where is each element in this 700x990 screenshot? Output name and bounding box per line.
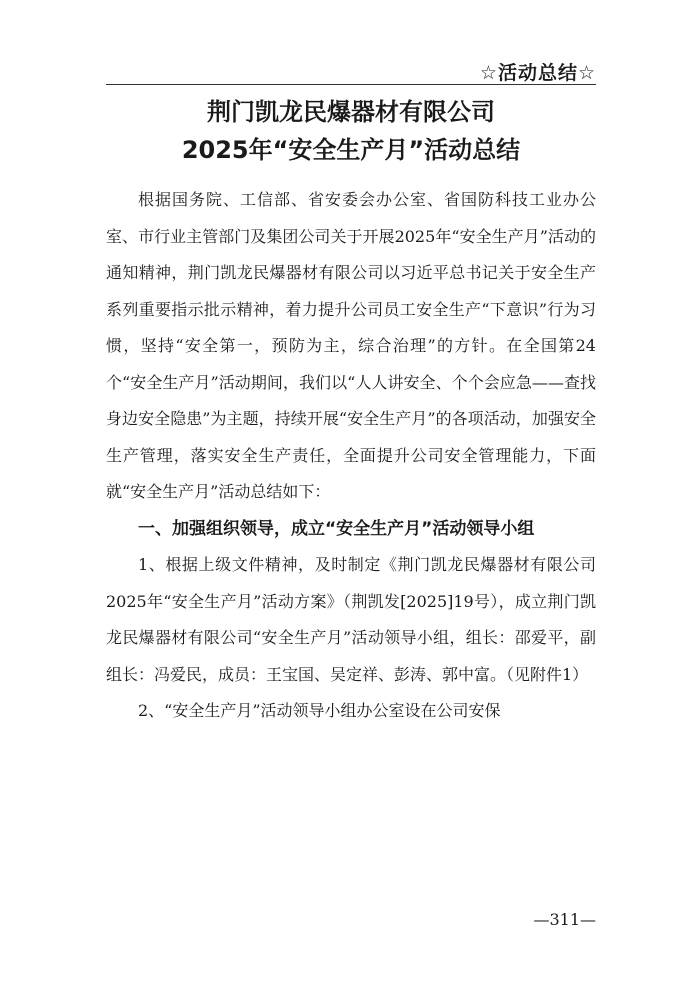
document-title-subject: 2025年“安全生产月”活动总结: [181, 136, 521, 164]
intro-paragraph: 根据国务院、工信部、省安委会办公室、省国防科技工业办公室、市行业主管部门及集团公司关于开展2025年“安全生产月”活动的通知精神，荆门凯龙民爆器材有限公司以习近平总书记关于安全生产系列重要指示批示精神，着力提升公司员工安全生产“下意识”行为习惯，坚持“安全第一，预防为主，综合治理”的方针。在全国第24个“安全生产月”活动期间，我们以“人人讲安全、个个会应急——查找身边安全隐患”为主题，持续开展“安全生产月”的各项活动，加强安全生产管理，落实安全生产责任，全面提升公司安全管理能力，下面就“安全生产月”活动总结如下：: [106, 190, 596, 501]
paragraph-item-2: 2、“安全生产月”活动领导小组办公室设在公司安保: [138, 701, 501, 720]
document-title-company: 荆门凯龙民爆器材有限公司: [207, 98, 495, 126]
section-tag: ☆活动总结☆: [479, 62, 596, 84]
header-divider: [106, 84, 596, 85]
paragraph-item-1: 1、根据上级文件精神，及时制定《荆门凯龙民爆器材有限公司2025年“安全生产月”活动方案》（荆凯发[2025]19号），成立荆门凯龙民爆器材有限公司“安全生产月”活动领导小组，组长：邵爱平，副组长：冯爱民，成员：王宝国、吴定祥、彭涛、郭中富。（见附件1）: [106, 555, 596, 684]
page-number: —311—: [533, 910, 596, 929]
section-heading-1: 一、加强组织领导，成立“安全生产月”活动领导小组: [138, 518, 535, 539]
document-body: [106, 182, 596, 730]
